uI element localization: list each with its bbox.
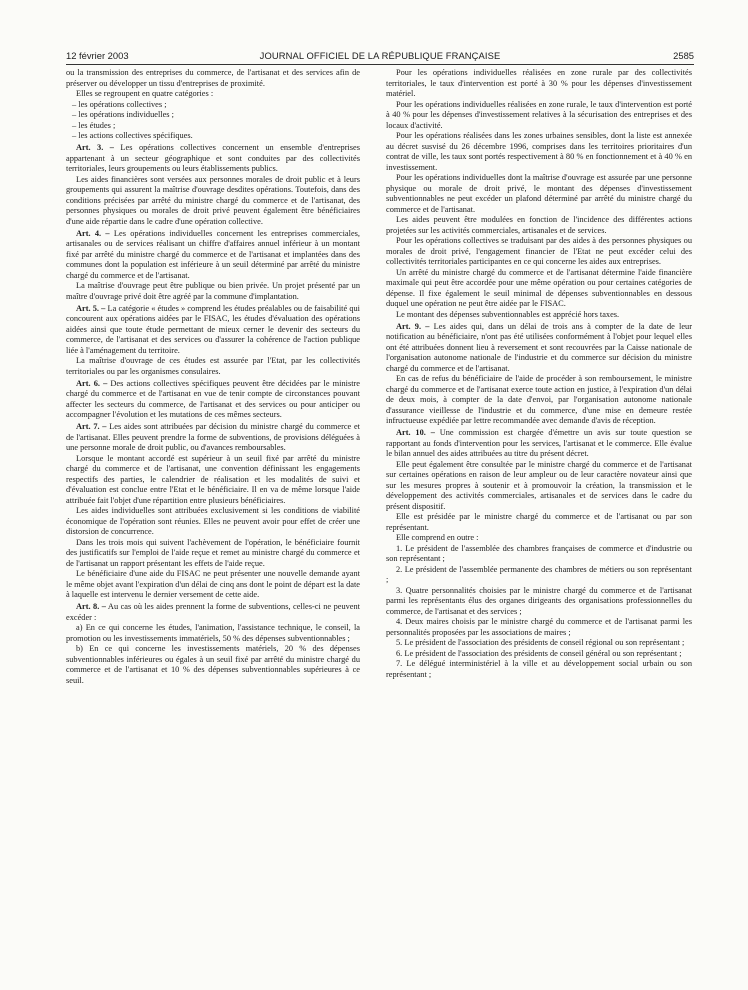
article-text: Une commission est chargée d'émettre un avis sur toute question se rapportant au fonds d'intervention pour les services, l'artisanat et le commerce. Elle évalue le bilan annuel des aides attribuées au titre du présent décret. <box>386 428 693 458</box>
paragraph: Pour les opérations individuelles réalisées en zone rurale par des collectivités territoriales, le taux d'intervention est porté à 30 % pour les dépenses d'investissement matériel. <box>386 68 692 98</box>
paragraph: En cas de refus du bénéficiaire de l'aide de procéder à son remboursement, le ministre chargé du commerce et de l'artisanat exerce toute action en justice, à l'expiration d'un délai de deux mois, à compter de la date d'envoi, par l'organisation autonome nationale d'assurance vieillesse de l'industrie et du commerce, d'une mise en demeure restée infructueuse expédiée par lettre recommandée avec demande d'avis de réception. <box>386 374 692 425</box>
paragraph: Les aides individuelles sont attribuées exclusivement si les conditions de viabilité économique de l'opération sont réunies. Elles ne peuvent avoir pour effet de créer une distorsion de concurrence. <box>66 506 360 536</box>
article-paragraph <box>66 379 360 421</box>
paragraph: Pour les opérations collectives se traduisant par des aides à des personnes physiques ou morales de droit privé, l'engagement financier de l'Etat ne peut excéder celui des collectivités territoriales participantes en ce qui concerne les aides aux entreprises. <box>386 236 692 266</box>
article-label: Art. 9. – <box>396 321 430 331</box>
paragraph: Les aides financières sont versées aux personnes morales de droit public et à leurs groupements qui assurent la maîtrise d'ouvrage desdites opérations. Toutefois, dans des conditions précisées par arrêté du ministre chargé du commerce et de l'artisanat, des personnes physiques ou morales de droit privé peuvent également être bénéficiaires d'une aide répartie dans le cadre d'une opération collective. <box>66 174 360 226</box>
paragraph: La maîtrise d'ouvrage peut être publique ou bien privée. Un projet présenté par un maître d'ouvrage privé doit être agréé par la commune d'implantation. <box>66 281 360 301</box>
list-item: 4. Deux maires choisis par le ministre chargé du commerce et de l'artisanat parmi les personnalités proposées par les associations de maires ; <box>386 617 692 637</box>
article-paragraph <box>66 602 360 623</box>
article-label: Art. 3. – <box>76 143 114 152</box>
list-item: – les actions collectives spécifiques. <box>72 131 193 140</box>
article-text: Au cas où les aides prennent la forme de subventions, celles-ci ne peuvent excéder : <box>66 602 360 622</box>
article-text: Les opérations individuelles concernent les entreprises commerciales, artisanales ou de services réalisant un chiffre d'affaires annuel inférieur à un montant fixé par arrêté du ministre chargé du commerce et de l'artisanat et implantées dans des communes dont la population est inférieure à un seuil déterminé par arrêté du ministre chargé du commerce et de l'artisanat. <box>66 228 360 280</box>
list-item: – les opérations individuelles ; <box>72 110 174 119</box>
article-paragraph <box>66 229 360 282</box>
page-header <box>66 50 694 64</box>
article-paragraph <box>386 428 692 460</box>
paragraph: b) En ce qui concerne les investissements matériels, 20 % des dépenses subventionnables inférieures ou égales à un seuil fixé par arrêté du ministre chargé du commerce et de l'artisanat et 10 % des dépenses subventionnables supérieures à ce seuil. <box>66 644 360 685</box>
page-number: 2585 <box>673 50 694 61</box>
paragraph: Elle comprend en outre : <box>396 533 479 542</box>
article-text: Des actions collectives spécifiques peuvent être décidées par le ministre chargé du commerce et de l'artisanat en vue de tenir compte de circonstances pouvant affecter les secteurs du commerce, de l'artisanat et des services ou pour anticiper ou accompagner l'évolution et les mutations de ces mêmes secteurs. <box>66 378 360 419</box>
paragraph: Les aides peuvent être modulées en fonction de l'incidence des différentes actions projetées sur les activités commerciales, artisanales et de services. <box>386 215 692 235</box>
paragraph: Elle peut également être consultée par le ministre chargé du commerce et de l'artisanat sur certaines opérations en raison de leur ampleur ou de leur caractère novateur ainsi que sur les mesures propres à soutenir et à promouvoir la création, la transmission et le développement des activités commerciales, artisanales et de services dans le cadre du présent dispositif. <box>386 459 692 511</box>
article-paragraph <box>66 143 360 175</box>
article-text: Les opérations collectives concernent un ensemble d'entreprises appartenant à un secteur géographique et sont conduites par des collectivités territoriales, leurs groupements ou leurs établissements publics. <box>66 143 360 173</box>
paragraph: Pour les opérations individuelles dont la maîtrise d'ouvrage est assurée par une personne physique ou morale de droit privé, le montant des dépenses d'investissement subventionnables ne peut excéder un plafond déterminé par arrêté du ministre chargé du commerce et de l'artisanat. <box>386 173 692 214</box>
left-column <box>66 68 360 686</box>
list-item: 2. Le président de l'assemblée permanente des chambres de métiers ou son représentant ; <box>386 564 692 584</box>
list-item: 7. Le délégué interministériel à la ville et au développement social urbain ou son représentant ; <box>386 659 692 679</box>
article-label: Art. 7. – <box>76 422 107 431</box>
header-rule <box>66 64 694 65</box>
right-column <box>386 68 692 680</box>
journal-title: JOURNAL OFFICIEL DE LA RÉPUBLIQUE FRANÇAISE <box>259 50 501 61</box>
article-text: Les aides qui, dans un délai de trois ans à compter de la date de leur notification au bénéficiaire, n'ont pas été utilisées conformément à l'objet pour lequel elles ont été attribuées donnent lieu à reversement et sont recouvrées par la Caisse nationale de l'organisation autonome nationale de l'industrie et du commerce sur décision du ministre chargé du commerce et de l'artisanat. <box>386 321 692 373</box>
article-paragraph <box>66 304 360 357</box>
paragraph: Pour les opérations individuelles réalisées en zone rurale, le taux d'intervention est porté à 40 % pour les dépenses d'investissement relatives à la sécurisation des entreprises et des locaux d'activité. <box>386 99 692 130</box>
article-paragraph <box>66 422 360 454</box>
paragraph: Le montant des dépenses subventionnables est apprécié hors taxes. <box>396 309 620 319</box>
list-item: 1. Le président de l'assemblée des chambres françaises de commerce et d'industrie ou son représentant ; <box>386 543 692 563</box>
issue-date: 12 février 2003 <box>66 50 129 61</box>
paragraph: ou la transmission des entreprises du commerce, de l'artisanat et des services afin de préserver ou développer un tissu d'entreprises de proximité. <box>66 68 360 88</box>
paragraph: Le bénéficiaire d'une aide du FISAC ne peut présenter une nouvelle demande ayant le même objet avant l'expiration d'un délai de cinq ans dont le point de départ est la date à laquelle est intervenu le dernier versement de cette aide. <box>66 569 360 599</box>
article-text: Les aides sont attribuées par décision du ministre chargé du commerce et de l'artisanat. Elles peuvent prendre la forme de subventions, de provisions déléguées à une personne morale de droit public, ou d'avances remboursables. <box>66 422 360 452</box>
list-item: 5. Le président de l'association des présidents de conseil régional ou son représentant ; <box>396 638 685 647</box>
list-item: – les opérations collectives ; <box>72 99 167 109</box>
paragraph: Elles se regroupent en quatre catégories : <box>76 89 214 98</box>
article-label: Art. 6. – <box>76 378 108 388</box>
article-text: La catégorie « études » comprend les études préalables ou de faisabilité qui concourent aux opérations aidées par le FISAC, les études d'évaluation des opérations aidées ainsi que toute étude permettant de mieux cerner le devenir des secteurs du commerce, de l'artisanat et des services ou d'assurer la cohérence de l'action publique liée à l'aménagement du territoire. <box>66 303 360 355</box>
paragraph: Un arrêté du ministre chargé du commerce et de l'artisanat détermine l'aide financière maximale qui peut être accordée pour une même opération ou pour certaines catégories de dépense. Il fixe également le seuil minimal de dépenses subventionnables en dessous duquel une opération ne peut être aidée par le FISAC. <box>386 267 692 308</box>
list-item: – les études ; <box>72 120 116 130</box>
paragraph: a) En ce qui concerne les études, l'animation, l'assistance technique, le conseil, la promotion ou les investissements immatériels, 50 % des dépenses subventionnables ; <box>66 623 360 643</box>
article-label: Art. 10. – <box>396 428 435 437</box>
article-paragraph <box>386 322 692 375</box>
list-item: 6. Le président de l'association des présidents de conseil général ou son représentant ; <box>396 648 682 658</box>
paragraph: Dans les trois mois qui suivent l'achèvement de l'opération, le bénéficiaire fournit des justificatifs sur l'emploi de l'aide reçue et remet au ministre chargé du commerce et de l'artisanat un rapport présentant les effets de l'aide reçue. <box>66 537 360 568</box>
paragraph: Elle est présidée par le ministre chargé du commerce et de l'artisanat ou par son représentant. <box>386 512 692 532</box>
article-label: Art. 5. – <box>76 303 106 313</box>
paragraph: Pour les opérations réalisées dans les zones urbaines sensibles, dont la liste est annexée au décret susvisé du 26 décembre 1996, comprises dans les territoires prioritaires d'un contrat de ville, les taux sont portés respectivement à 80 % en fonctionnement et à 40 % en investissement. <box>386 131 692 172</box>
list-item: 3. Quatre personnalités choisies par le ministre chargé du commerce et de l'artisanat parmi les représentants élus des organes dirigeants des organisations professionnelles du commerce, de l'artisanat et des services ; <box>386 585 692 616</box>
paragraph: La maîtrise d'ouvrage de ces études est assurée par l'Etat, par les collectivités territoriales ou par les organismes consulaires. <box>66 356 360 376</box>
article-label: Art. 4. – <box>76 228 110 238</box>
article-label: Art. 8. – <box>76 602 106 611</box>
paragraph: Lorsque le montant accordé est supérieur à un seuil fixé par arrêté du ministre chargé du commerce et de l'artisanat, une convention définissant les engagements respectifs des parties, le calendrier de réalisation et les modalités de suivi et d'évaluation est conclue entre l'Etat et le bénéficiaire. Il en va de même lorsque l'aide attribuée fait l'objet d'une répartition entre plusieurs bénéficiaires. <box>66 453 360 505</box>
